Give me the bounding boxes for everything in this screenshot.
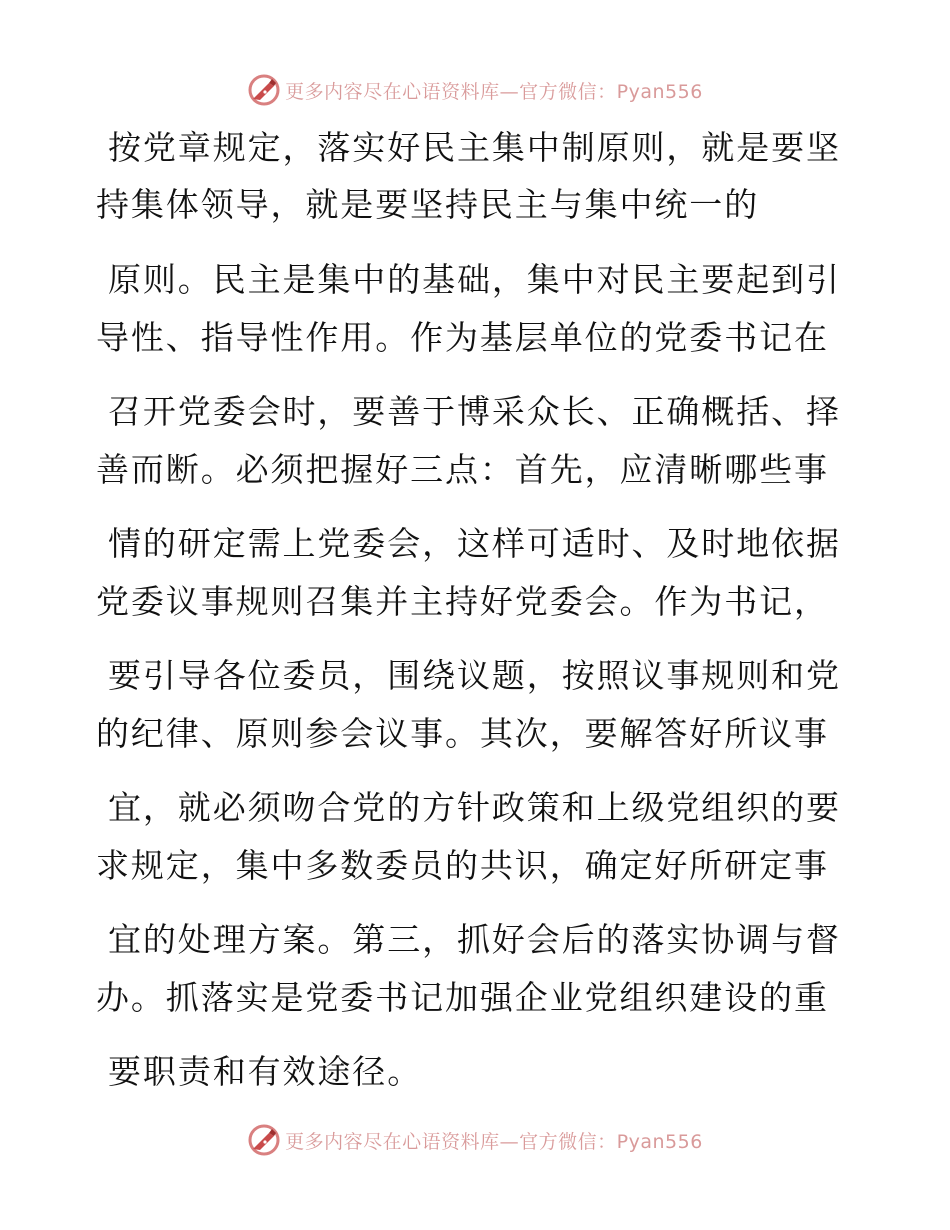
text-line: 宜的处理方案。第三，抓好会后的落实协调与督 (108, 920, 841, 959)
text-line: 党委议事规则召集并主持好党委会。作为书记， (96, 582, 829, 621)
watermark-text: 更多内容尽在心语资料库—官方微信：Pyan556 (285, 1130, 703, 1153)
text-line: 善而断。必须把握好三点：首先，应清晰哪些事 (96, 450, 829, 489)
text-line: 原则。民主是集中的基础，集中对民主要起到引 (108, 260, 841, 299)
text-line: 宜，就必须吻合党的方针政策和上级党组织的要 (108, 788, 841, 827)
text-line: 导性、指导性作用。作为基层单位的党委书记在 (96, 318, 829, 357)
text-line: 要引导各位委员，围绕议题，按照议事规则和党 (108, 656, 841, 695)
text-line: 召开党委会时，要善于博采众长、正确概括、择 (108, 392, 841, 431)
watermark-wechat-id: Pyan556 (616, 80, 703, 103)
text-line: 办。抓落实是党委书记加强企业党组织建设的重 (96, 978, 829, 1017)
text-line: 情的研定需上党委会，这样可适时、及时地依据 (108, 524, 841, 563)
text-line: 求规定，集中多数委员的共识，确定好所研定事 (96, 846, 829, 885)
text-line: 要职责和有效途径。 (108, 1052, 423, 1091)
watermark-wechat-id: Pyan556 (616, 1130, 703, 1153)
watermark-text: 更多内容尽在心语资料库—官方微信：Pyan556 (285, 80, 703, 103)
pen-nib-icon (247, 73, 281, 107)
text-line: 持集体领导，就是要坚持民主与集中统一的 (96, 185, 760, 224)
header-watermark (0, 68, 950, 112)
text-line: 的纪律、原则参会议事。其次，要解答好所议事 (96, 714, 829, 753)
text-line: 按党章规定，落实好民主集中制原则，就是要坚 (108, 128, 841, 167)
pen-nib-icon (247, 1123, 281, 1157)
footer-watermark (0, 1118, 950, 1162)
